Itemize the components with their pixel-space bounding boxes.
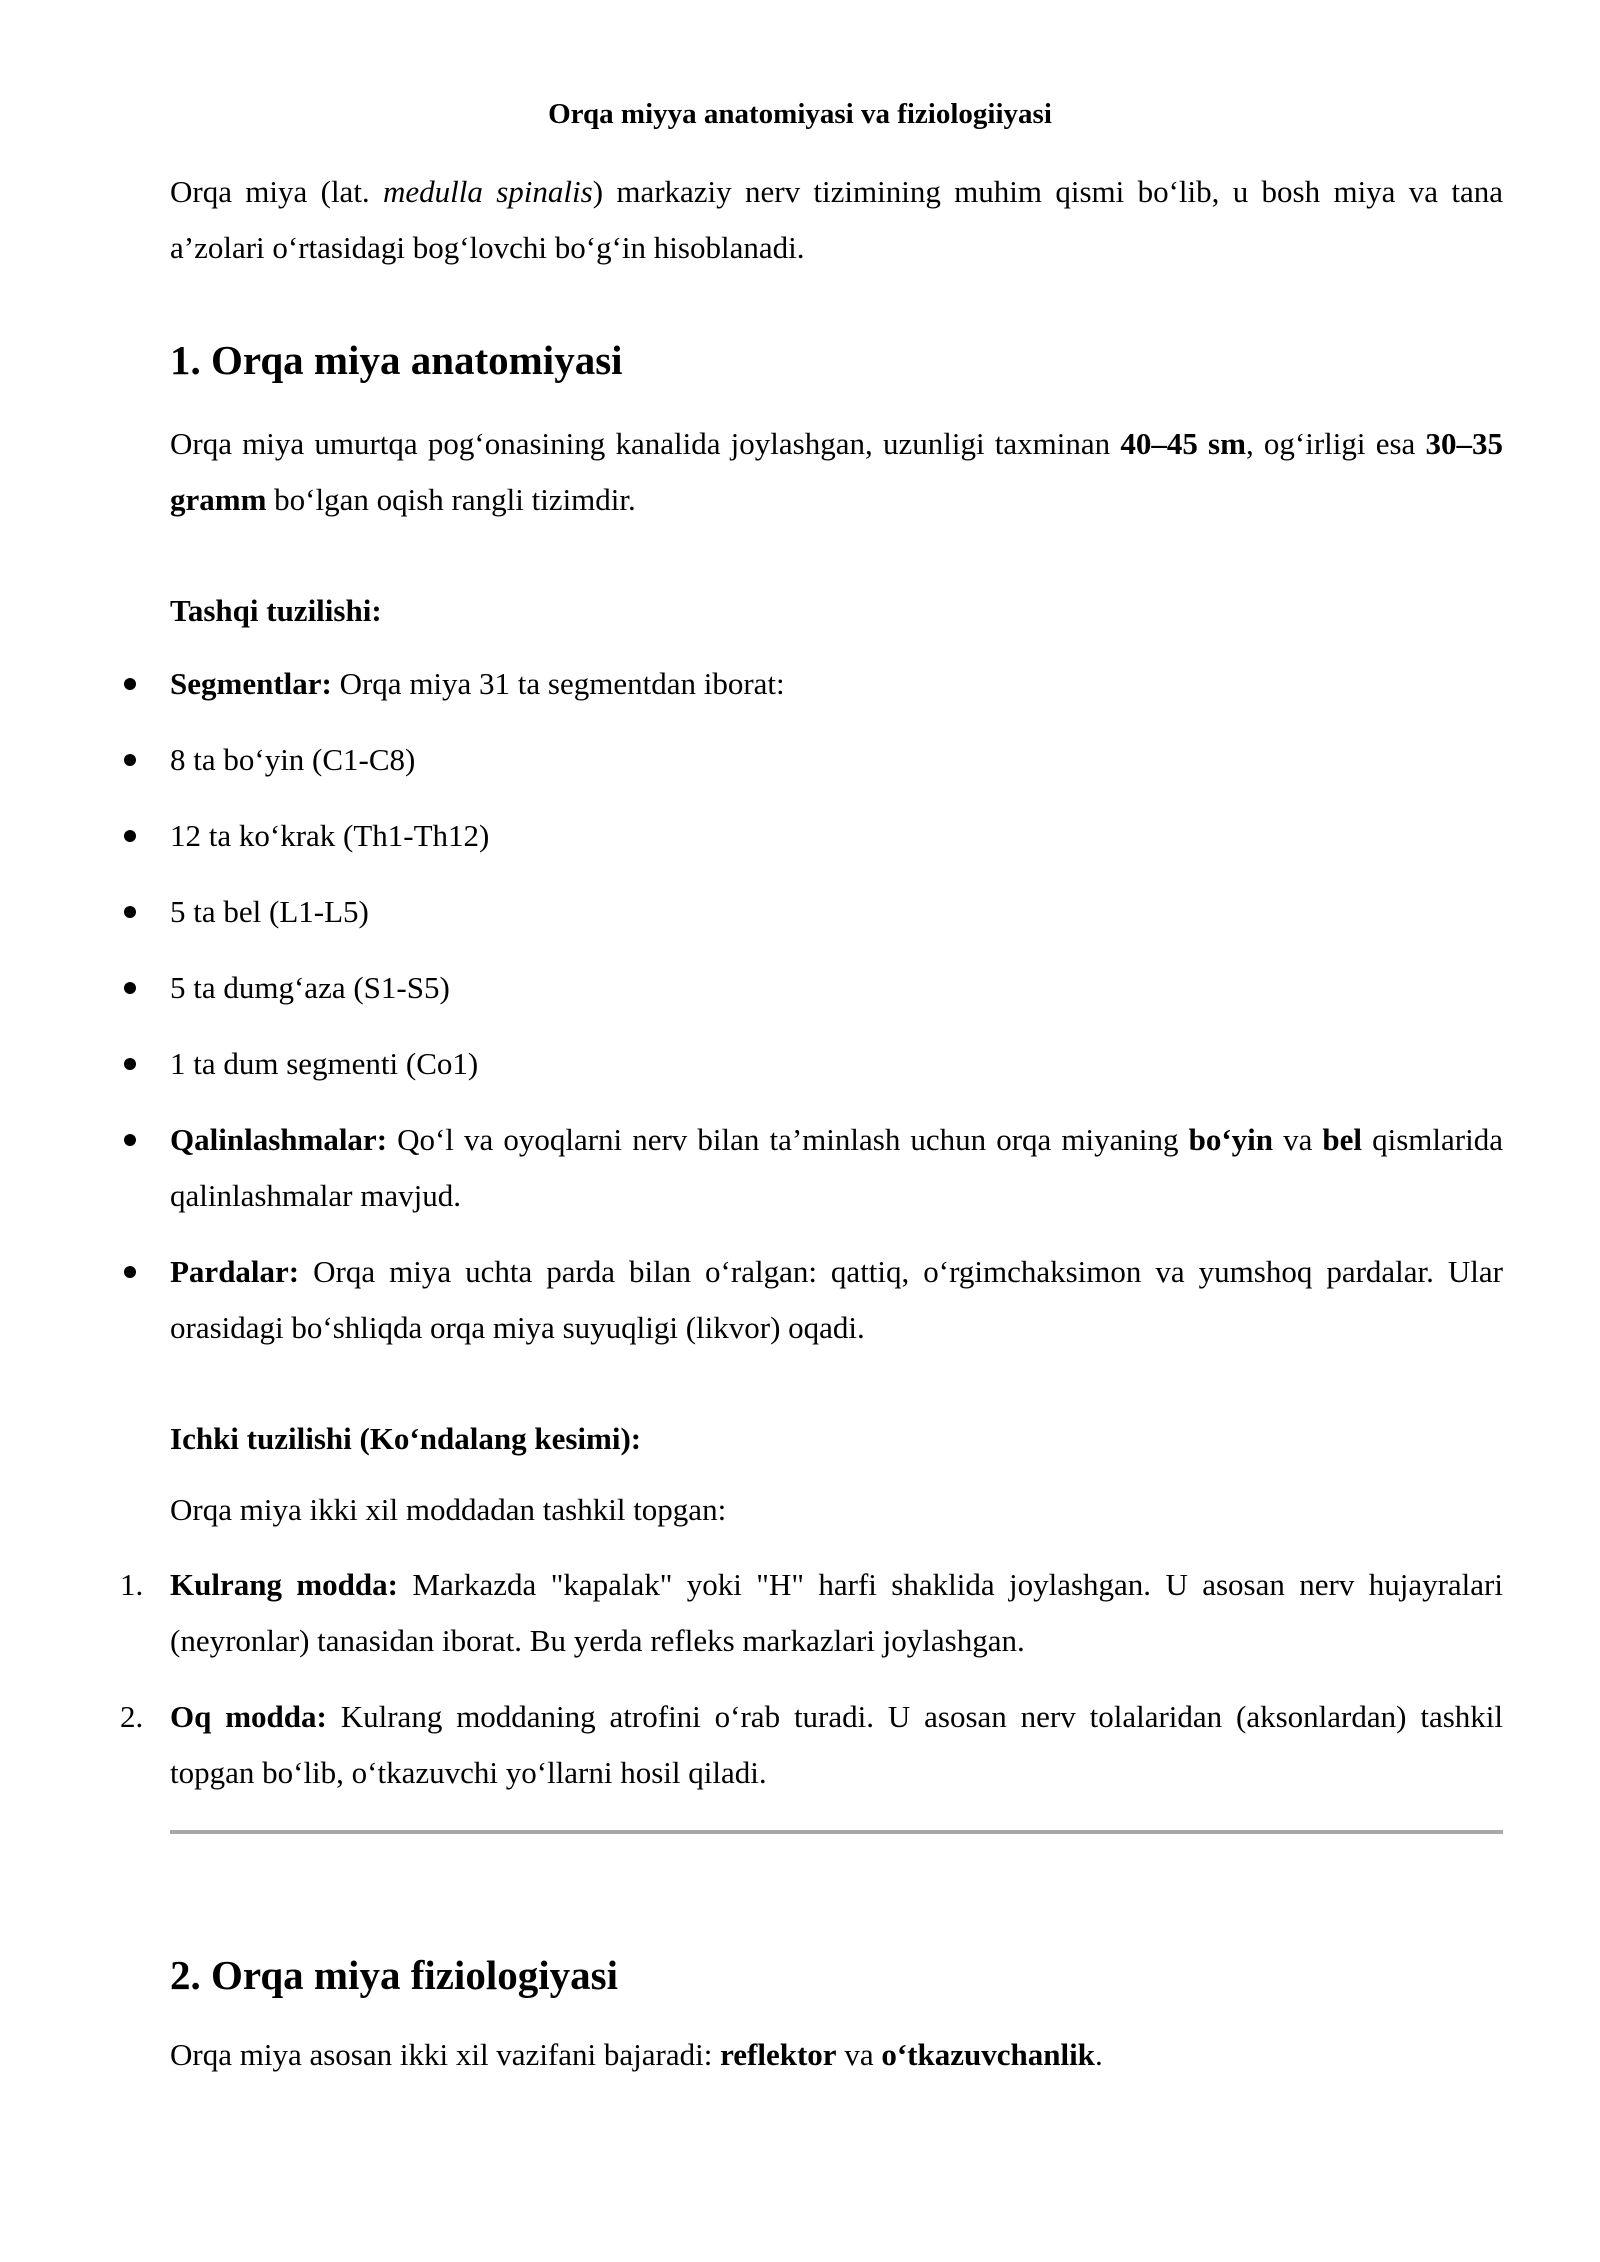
s2-text-2: va [836,2037,882,2072]
segments-label: Segmentlar: [170,666,332,701]
numbered-item-gray-matter [170,1557,1503,1669]
thickenings-text-1: Qo‘l va oyoqlarni nerv bilan ta’minlash uchun orqa miyaning [387,1122,1189,1157]
bullet-dot [124,754,136,766]
intro-latin-term: medulla spinalis [383,174,593,209]
section1-paragraph [170,416,1503,528]
membranes-text: Orqa miya uchta parda bilan o‘ralgan: qattiq, o‘rgimchaksimon va yumshoq pardalar. Ular orasidagi bo‘shliqda orqa miya suyuqligi (likvor) oqadi. [170,1254,1503,1345]
section2-heading: 2. Orqa miya fiziologiyasi [170,1952,618,1998]
intro-text-1: Orqa miya (lat. [170,174,384,209]
white-matter-text: Kulrang moddaning atrofini o‘rab turadi. U asosan nerv tolalaridan (aksonlardan) tashkil topgan bo‘lib, o‘tkazuvchi yo‘llarni hosil qiladi. [170,1699,1503,1790]
bullet-dot [124,678,136,690]
list-number: 2. [120,1699,144,1734]
bullet-membranes [170,1244,1503,1356]
thickenings-label: Qalinlashmalar: [170,1122,388,1157]
bullet-dot [124,906,136,918]
document-title: Orqa miyya anatomiyasi va fiziologiiyasi [548,98,1052,130]
s1-text-1: Orqa miya umurtqa pog‘onasining kanalida joylashgan, uzunligi taxminan [170,426,1121,461]
s2-conduction: o‘tkazuvchanlik [881,2037,1095,2072]
bullet-dot [124,1266,136,1278]
s1-text-3: bo‘lgan oqish rangli tizimdir. [266,482,636,517]
section2-paragraph [170,2027,1503,2083]
thickenings-neck: bo‘yin [1188,1122,1273,1157]
gray-matter-text: Markazda "kapalak" yoki "H" harfi shaklida joylashgan. U asosan nerv hujayralari (neyronlar) tanasidan iborat. Bu yerda refleks markazlari joylashgan. [170,1567,1503,1658]
horizontal-divider [170,1830,1503,1834]
s1-weight: 30–35 gramm [170,426,1503,517]
segments-text: Orqa miya 31 ta segmentdan iborat: [331,666,785,701]
gray-matter-label: Kulrang modda: [170,1567,398,1602]
list-number: 1. [120,1567,144,1602]
bullet-neck: 8 ta bo‘yin (C1-C8) [170,742,416,777]
s1-text-2: , og‘irligi esa [1245,426,1426,461]
thickenings-text-2: va [1273,1122,1323,1157]
bullet-coccyx: 1 ta dum segmenti (Co1) [170,1046,479,1081]
thickenings-lumbar: bel [1322,1122,1363,1157]
bullet-dot [124,982,136,994]
s1-length: 40–45 sm [1120,426,1246,461]
intro-paragraph [170,164,1503,276]
membranes-label: Pardalar: [170,1254,300,1289]
section1-heading: 1. Orqa miya anatomiyasi [170,337,623,383]
s2-text-3: . [1094,2037,1103,2072]
bullet-sacral: 5 ta dumg‘aza (S1-S5) [170,970,450,1005]
internal-intro: Orqa miya ikki xil moddadan tashkil topgan: [170,1492,727,1527]
s2-text-1: Orqa miya asosan ikki xil vazifani bajaradi: [170,2037,721,2072]
bullet-lumbar: 5 ta bel (L1-L5) [170,894,369,929]
s2-reflex: reflektor [720,2037,837,2072]
bullet-thickenings [170,1112,1503,1224]
white-matter-label: Oq modda: [170,1699,327,1734]
internal-structure-heading: Ichki tuzilishi (Ko‘ndalang kesimi): [170,1421,642,1456]
bullet-dot [124,830,136,842]
external-structure-heading: Tashqi tuzilishi: [170,593,382,628]
bullet-segments [170,656,1503,712]
thickenings-text-3: qismlarida qalinlashmalar mavjud. [170,1122,1503,1213]
bullet-dot [124,1058,136,1070]
numbered-item-white-matter [170,1689,1503,1801]
bullet-dot [124,1134,136,1146]
intro-text-2: ) markaziy nerv tizimining muhim qismi bo‘lib, u bosh miya va tana a’zolari o‘rtasidagi bog‘lovchi bo‘g‘in hisoblanadi. [170,174,1503,265]
bullet-chest: 12 ta ko‘krak (Th1-Th12) [170,818,490,853]
